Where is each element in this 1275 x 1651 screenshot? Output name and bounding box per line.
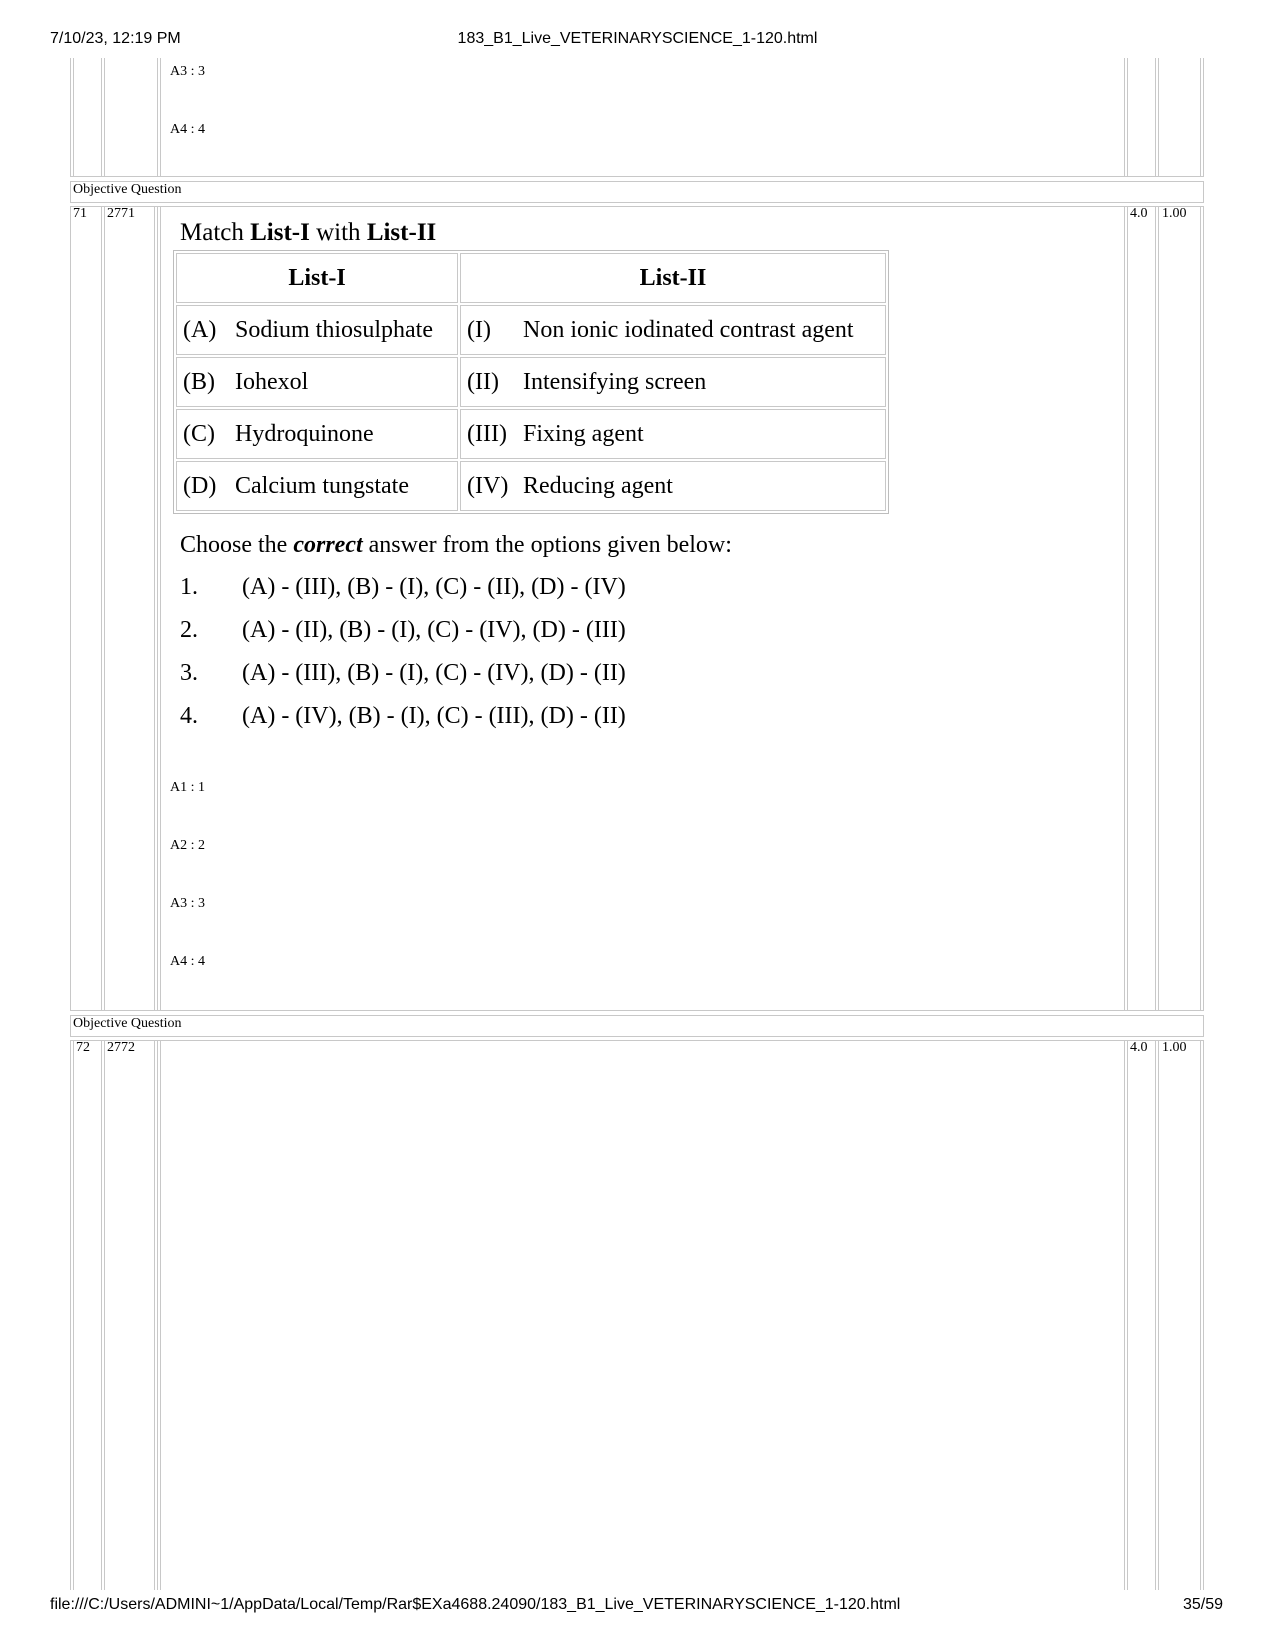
list-item: 3. (A) - (III), (B) - (I), (C) - (IV), (D) - (II) xyxy=(180,660,626,686)
table-row: (B) Iohexol (II) Intensifying screen xyxy=(176,357,886,407)
list-item: 4. (A) - (IV), (B) - (I), (C) - (III), (D) - (II) xyxy=(180,703,626,729)
prev-option-a3: A3 : 3 xyxy=(170,64,205,79)
match-table xyxy=(173,250,889,514)
question-negative-marks: 1.00 xyxy=(1162,206,1187,221)
answer-key-a2: A2 : 2 xyxy=(170,838,205,853)
question-marks: 4.0 xyxy=(1130,206,1148,221)
page-number: 35/59 xyxy=(1182,1596,1223,1613)
section-label: Objective Question xyxy=(73,182,182,197)
table-row: (A) Sodium thiosulphate (I) Non ionic iodinated contrast agent xyxy=(176,305,886,355)
prev-option-a4: A4 : 4 xyxy=(170,122,205,137)
print-doc-title: 183_B1_Live_VETERINARYSCIENCE_1-120.html xyxy=(457,30,818,47)
answer-choices xyxy=(180,574,626,746)
question-serial: 72 xyxy=(76,1040,90,1055)
answer-key-a1: A1 : 1 xyxy=(170,780,205,795)
print-header xyxy=(0,30,1275,52)
question-id: 2771 xyxy=(107,206,135,221)
list1-header: List-I xyxy=(176,253,458,303)
table-row: (C) Hydroquinone (III) Fixing agent xyxy=(176,409,886,459)
print-footer xyxy=(0,1596,1275,1618)
table-row: (D) Calcium tungstate (IV) Reducing agent xyxy=(176,461,886,511)
question-serial: 71 xyxy=(73,206,87,221)
choose-instruction: Choose the correct answer from the options given below: xyxy=(180,532,732,558)
print-datetime: 7/10/23, 12:19 PM xyxy=(50,30,181,47)
question-id: 2772 xyxy=(107,1040,135,1055)
answer-key-a3: A3 : 3 xyxy=(170,896,205,911)
question-marks: 4.0 xyxy=(1130,1040,1148,1055)
list-item: 1. (A) - (III), (B) - (I), (C) - (II), (D) - (IV) xyxy=(180,574,626,600)
question-negative-marks: 1.00 xyxy=(1162,1040,1187,1055)
list-item: 2. (A) - (II), (B) - (I), (C) - (IV), (D) - (III) xyxy=(180,617,626,643)
question-title: Match List-I with List-II xyxy=(180,219,437,246)
section-label: Objective Question xyxy=(73,1016,182,1031)
answer-key-a4: A4 : 4 xyxy=(170,954,205,969)
list2-header: List-II xyxy=(460,253,886,303)
file-path: file:///C:/Users/ADMINI~1/AppData/Local/Temp/Rar$EXa4688.24090/183_B1_Live_VETERINARYSCIENCE_1-120.html xyxy=(50,1596,901,1613)
